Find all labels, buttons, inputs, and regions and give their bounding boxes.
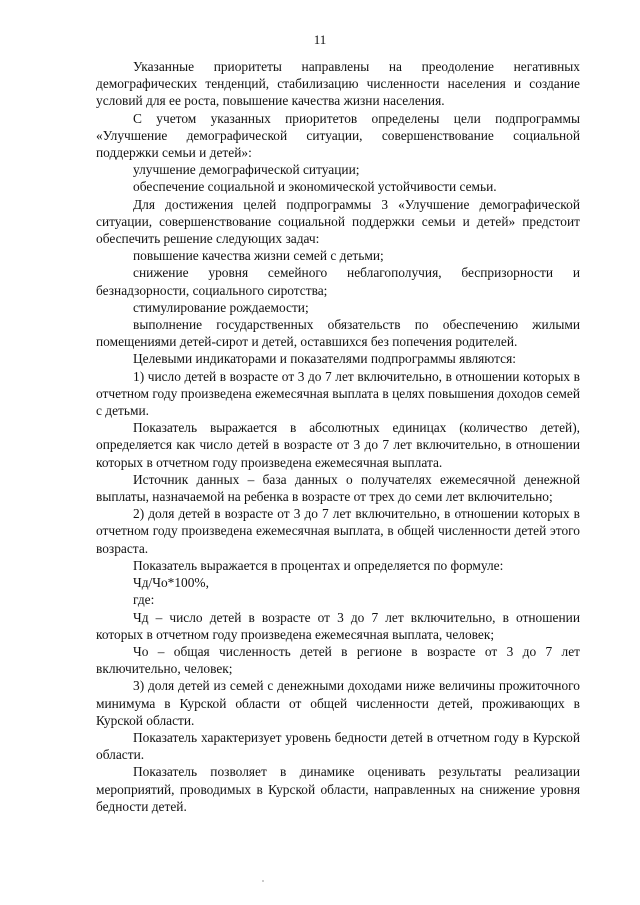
list-item: обеспечение социальной и экономической устойчивости семьи. bbox=[133, 179, 497, 195]
list-item: выполнение государственных обязательств по обеспечению жилыми помещениями детей-сирот и детей, оставшихся без попечения родителей. bbox=[96, 317, 580, 350]
list-item: снижение уровня семейного неблагополучия, беспризорности и безнадзорности, социального сиротства; bbox=[96, 265, 580, 298]
paragraph: Источник данных – база данных о получателях ежемесячной денежной выплаты, назначаемой на ребенка в возрасте от трех до семи лет включительно; bbox=[96, 471, 580, 505]
document-body bbox=[96, 58, 580, 815]
scan-speck bbox=[262, 880, 264, 882]
formula: Чд/Чо*100%, bbox=[133, 575, 209, 591]
paragraph: Показатель позволяет в динамике оценивать результаты реализации мероприятий, проводимых в Курской области, направленных на снижение уровня бедности детей. bbox=[96, 764, 580, 814]
definition-item: Чд – число детей в возрасте от 3 до 7 лет включительно, в отношении которых в отчетном году произведена ежемесячная выплата, человек; bbox=[96, 609, 580, 642]
list-item: улучшение демографической ситуации; bbox=[133, 162, 360, 178]
page-number: 11 bbox=[313, 32, 327, 47]
definition-item: Чо – общая численность детей в регионе в возрасте от 3 до 7 лет включительно, человек; bbox=[96, 643, 580, 677]
paragraph: Показатель выражается в абсолютных единицах (количество детей), определяется как число детей в возрасте от 3 до 7 лет включительно, в отношении которых в отчетном году произведена ежемесячная выплата. bbox=[96, 420, 580, 470]
paragraph: где: bbox=[133, 592, 155, 608]
paragraph: Показатель выражается в процентах и определяется по формуле: bbox=[133, 557, 504, 573]
paragraph: Указанные приоритеты направлены на преодоление негативных демографических тенденций, стабилизацию численности населения и создание условий для ее роста, повышение качества жизни населения. bbox=[96, 59, 580, 109]
paragraph: Целевыми индикаторами и показателями подпрограммы являются: bbox=[133, 351, 516, 367]
indicator-item: 1) число детей в возрасте от 3 до 7 лет включительно, в отношении которых в отчетном году произведена ежемесячная выплата в целях повышения доходов семей с детьми. bbox=[96, 368, 580, 419]
indicator-item: 3) доля детей из семей с денежными доходами ниже величины прожиточного минимума в Курской области от общей численности детей, проживающих в Курской области. bbox=[96, 678, 580, 728]
paragraph: С учетом указанных приоритетов определены цели подпрограммы «Улучшение демографической ситуации, совершенствование социальной поддержки семьи и детей»: bbox=[96, 110, 580, 161]
paragraph: Для достижения целей подпрограммы 3 «Улучшение демографической ситуации, совершенствование социальной поддержки семьи и детей» предстоит обеспечить решение следующих задач: bbox=[96, 196, 580, 247]
paragraph: Показатель характеризует уровень бедности детей в отчетном году в Курской области. bbox=[96, 729, 580, 763]
list-item: повышение качества жизни семей с детьми; bbox=[133, 248, 384, 264]
indicator-item: 2) доля детей в возрасте от 3 до 7 лет включительно, в отношении которых в отчетном году произведена ежемесячная выплата, в общей численности детей этого возраста. bbox=[96, 506, 580, 556]
list-item: стимулирование рождаемости; bbox=[133, 299, 309, 315]
